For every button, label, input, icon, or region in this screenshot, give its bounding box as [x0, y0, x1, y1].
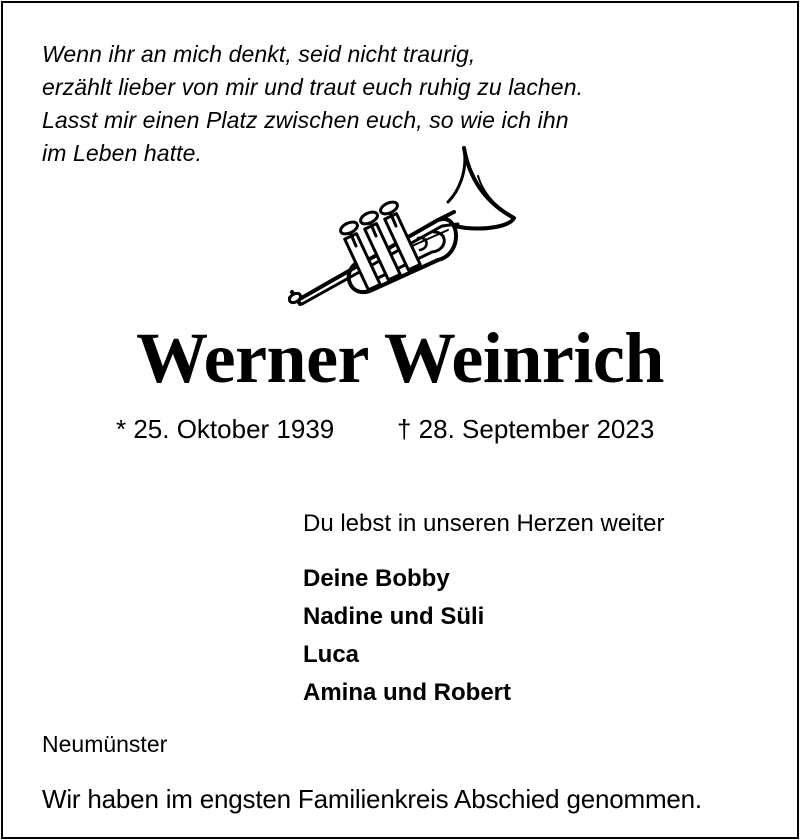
poem-line: Wenn ihr an mich denkt, seid nicht traurig, [42, 41, 476, 67]
mourner: Luca [303, 641, 360, 668]
poem-line: erzählt lieber von mir und traut euch ruhig zu lachen. [42, 74, 584, 100]
death-date: † 28. September 2023 [397, 414, 655, 444]
closing-note: Wir haben im engsten Familienkreis Abschied genommen. [42, 784, 702, 814]
motto: Du lebst in unseren Herzen weiter [303, 510, 665, 537]
mourner: Deine Bobby [303, 565, 450, 592]
birth-date: * 25. Oktober 1939 [116, 414, 335, 444]
deceased-name: Werner Weinrich [136, 318, 664, 398]
trumpet-icon [288, 142, 518, 312]
poem-line: im Leben hatte. [42, 140, 203, 166]
mourner: Nadine und Süli [303, 603, 485, 630]
poem-line: Lasst mir einen Platz zwischen euch, so wie ich ihn [42, 107, 569, 133]
mourner: Amina und Robert [303, 679, 511, 706]
place: Neumünster [42, 731, 168, 757]
mourner-list [303, 560, 511, 712]
